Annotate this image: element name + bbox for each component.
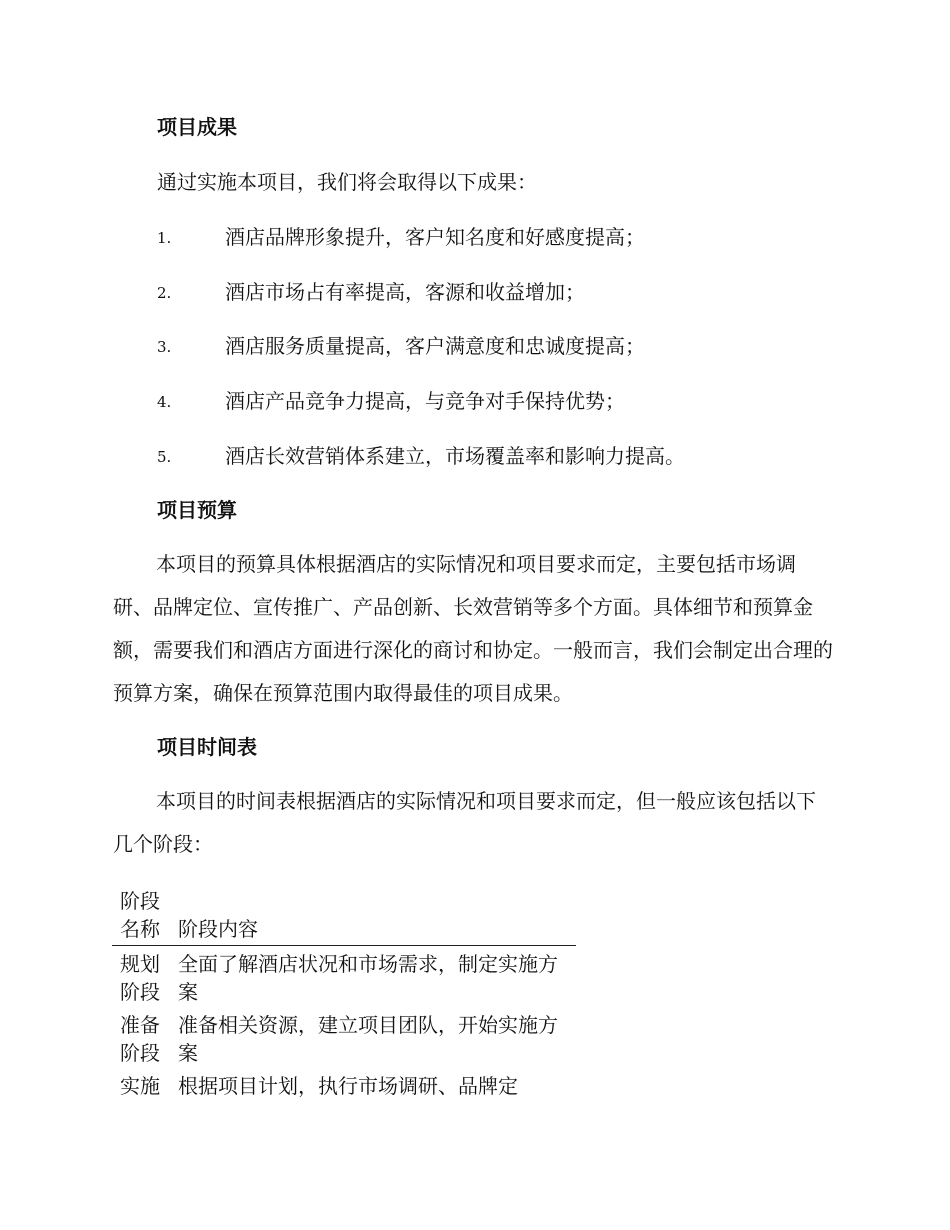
table-row (112, 1072, 576, 1100)
table-cell-content: 根据项目计划，执行市场调研、品牌定 (178, 1074, 518, 1098)
timeline-table (112, 887, 576, 1105)
table-cell-content: 准备相关资源，建立项目团队，开始实施方案 (178, 1013, 558, 1065)
results-heading: 项目成果 (157, 115, 237, 139)
list-item-number: 2. (157, 284, 172, 302)
list-item-text: 酒店品牌形象提升，客户知名度和好感度提高； (225, 225, 645, 249)
list-item-number: 5. (157, 448, 172, 466)
table-cell-phase: 实施 (120, 1074, 160, 1098)
list-item-text: 酒店产品竞争力提高，与竞争对手保持优势； (225, 389, 625, 413)
table-header-row (112, 887, 576, 946)
table-cell-phase: 规划阶段 (120, 952, 160, 1004)
table-cell-content: 全面了解酒店状况和市场需求，制定实施方案 (178, 952, 558, 1004)
budget-paragraph: 本项目的预算具体根据酒店的实际情况和项目要求而定，主要包括市场调研、品牌定位、宣传推广、产品创新、长效营销等多个方面。具体细节和预算金额，需要我们和酒店方面进行深化的商讨和协定。一般而言，我们会制定出合理的预算方案，确保在预算范围内取得最佳的项目成果。 (113, 552, 833, 705)
list-item-number: 1. (157, 229, 172, 247)
list-item-number: 4. (157, 393, 172, 411)
table-header-content: 阶段内容 (178, 917, 258, 941)
table-row (112, 1011, 576, 1067)
list-item-number: 3. (157, 338, 172, 356)
table-row (112, 950, 576, 1006)
results-intro: 通过实施本项目，我们将会取得以下成果： (157, 170, 537, 194)
list-item-text: 酒店服务质量提高，客户满意度和忠诚度提高； (225, 334, 645, 358)
table-cell-phase: 准备阶段 (120, 1013, 160, 1065)
list-item-text: 酒店长效营销体系建立，市场覆盖率和影响力提高。 (225, 444, 685, 468)
timeline-heading: 项目时间表 (157, 735, 257, 759)
list-item-text: 酒店市场占有率提高，客源和收益增加； (225, 280, 585, 304)
timeline-paragraph: 本项目的时间表根据酒店的实际情况和项目要求而定，但一般应该包括以下几个阶段： (113, 789, 816, 856)
budget-heading: 项目预算 (157, 498, 237, 522)
table-header-phase: 阶段名称 (120, 889, 160, 941)
